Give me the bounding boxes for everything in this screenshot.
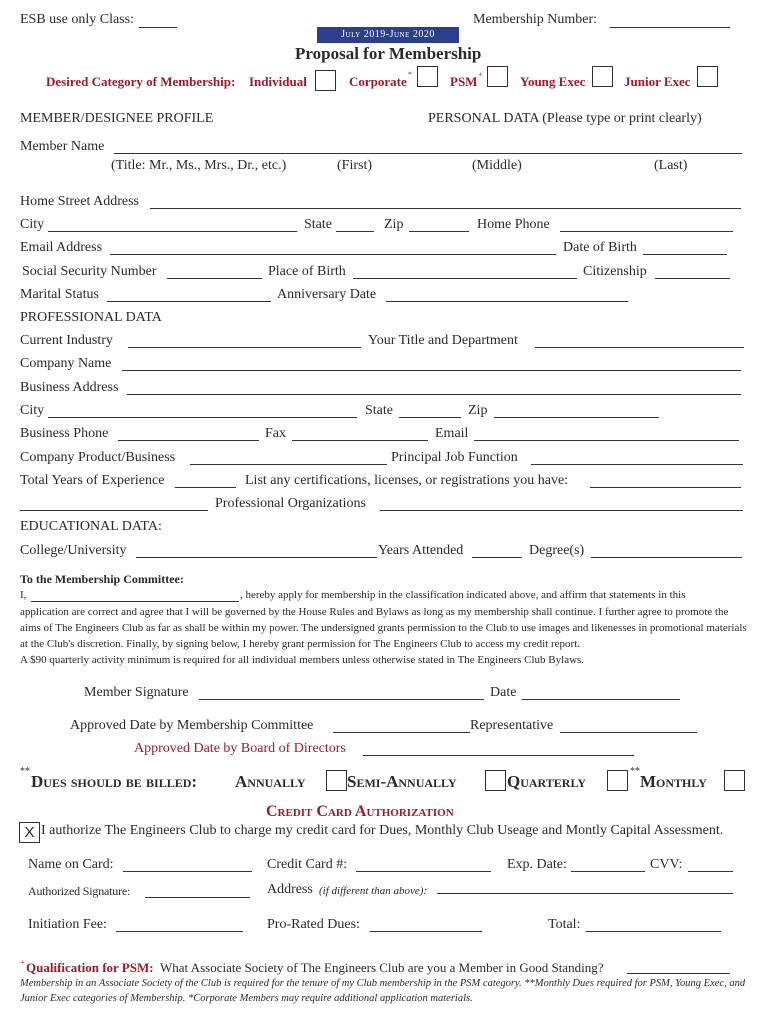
approved-board-label: Approved Date by Board of Directors (134, 741, 346, 756)
address-label: Address (267, 882, 313, 897)
years-attended-label: Years Attended (378, 543, 464, 558)
auth-signature-line[interactable] (145, 897, 250, 898)
zip-line[interactable] (409, 231, 469, 232)
authorize-statement: I authorize The Engineers Club to charge my credit card for Dues, Monthly Club Useage and Montly Capital Assessment. (41, 823, 724, 838)
corporate-asterisk: * (408, 70, 412, 79)
state-line[interactable] (336, 231, 374, 232)
membership-number-line[interactable] (610, 27, 730, 28)
current-industry-label: Current Industry (20, 333, 113, 348)
zip2-label: Zip (468, 403, 488, 418)
cvv-line[interactable] (688, 871, 733, 872)
member-signature-line[interactable] (199, 699, 484, 700)
marital-line[interactable] (107, 301, 271, 302)
pob-line[interactable] (353, 278, 577, 279)
citizenship-line[interactable] (655, 278, 730, 279)
job-function-line[interactable] (531, 464, 743, 465)
exp-date-line[interactable] (571, 871, 645, 872)
total-years-line[interactable] (175, 487, 236, 488)
name-on-card-label: Name on Card: (28, 857, 114, 872)
company-name-label: Company Name (20, 356, 112, 371)
committee-heading: To the Membership Committee: (20, 572, 184, 586)
category-label: Desired Category of Membership: (46, 74, 236, 89)
psm-question: What Associate Society of The Engineers Club are you a Member in Good Standing? (160, 960, 604, 975)
dues-semiannual-label: Semi-Annually (347, 772, 457, 791)
product-label: Company Product/Business (20, 450, 176, 465)
email2-label: Email (435, 426, 469, 441)
initiation-fee-label: Initiation Fee: (28, 917, 107, 932)
category-corporate-checkbox[interactable] (417, 66, 438, 87)
home-street-label: Home Street Address (20, 194, 139, 209)
title-dept-line[interactable] (535, 347, 744, 348)
category-corporate-label: Corporate (349, 74, 407, 89)
dues-semiannual-checkbox[interactable] (485, 770, 506, 791)
fax-line[interactable] (292, 440, 428, 441)
monthly-double-asterisk: ** (630, 766, 640, 777)
applicant-statement: , hereby apply for membership in the classification indicated above, and affirm that statements in this (240, 589, 686, 601)
anniversary-line[interactable] (386, 301, 628, 302)
middle-hint: (Middle) (472, 158, 522, 173)
psm-answer-line[interactable] (627, 973, 730, 974)
dues-monthly-checkbox[interactable] (724, 770, 745, 791)
city2-line[interactable] (48, 417, 357, 418)
city-line[interactable] (48, 231, 297, 232)
card-number-line[interactable] (356, 871, 491, 872)
psm-footer-plus: + (20, 958, 25, 967)
home-phone-line[interactable] (560, 231, 733, 232)
approved-committee-label: Approved Date by Membership Committee (70, 718, 314, 733)
representative-label: Representative (470, 718, 554, 733)
activity-minimum: A $90 quarterly activity minimum is required for all individual members unless otherwise stated in The Engineers Club Bylaws. (20, 654, 585, 666)
member-signature-label: Member Signature (84, 685, 189, 700)
esb-class-line[interactable] (139, 27, 177, 28)
prof-orgs-label: Professional Organizations (215, 496, 366, 511)
psm-plus: + (478, 70, 483, 79)
auth-signature-label: Authorized Signature: (28, 884, 131, 898)
certs-line[interactable] (590, 487, 741, 488)
category-junior-exec-label: Junior Exec (624, 74, 691, 89)
business-phone-label: Business Phone (20, 426, 109, 441)
certs-label: List any certifications, licenses, or registrations you have: (245, 473, 569, 488)
dues-quarterly-label: Quarterly (507, 772, 587, 791)
business-address-label: Business Address (20, 380, 119, 395)
category-junior-exec-checkbox[interactable] (697, 66, 718, 87)
credit-card-heading: Credit Card Authorization (266, 803, 454, 820)
address-line[interactable] (437, 893, 733, 894)
category-young-exec-label: Young Exec (520, 74, 586, 89)
footer-note: Membership in an Associate Society of the Club is required for the tenure of my Club membership in the PSM category. **Monthly Dues required for PSM, Young Exec, and Junior Exec categories of Membership. *Corporate Members may require additional application materials. (20, 978, 746, 1004)
address-hint: (if different than above): (319, 885, 428, 897)
category-psm-label: PSM (450, 74, 478, 89)
card-number-label: Credit Card #: (267, 857, 348, 872)
pob-label: Place of Birth (268, 264, 346, 279)
member-name-line[interactable] (114, 153, 742, 154)
business-phone-line[interactable] (118, 440, 259, 441)
city2-label: City (20, 403, 45, 418)
category-psm-checkbox[interactable] (487, 66, 508, 87)
name-on-card-line[interactable] (123, 871, 252, 872)
category-young-exec-checkbox[interactable] (592, 66, 613, 87)
degrees-label: Degree(s) (529, 543, 585, 558)
page-title: Proposal for Membership (295, 44, 482, 63)
authorize-checkbox[interactable]: X (19, 822, 40, 843)
dues-annually-checkbox[interactable] (326, 770, 347, 791)
zip-label: Zip (384, 217, 404, 232)
prorated-label: Pro-Rated Dues: (267, 917, 360, 932)
prof-orgs-line[interactable] (380, 510, 743, 511)
approved-committee-line[interactable] (333, 732, 470, 733)
current-industry-line[interactable] (128, 347, 361, 348)
email-line[interactable] (110, 254, 556, 255)
signature-date-label: Date (490, 685, 517, 700)
zip2-line[interactable] (494, 417, 659, 418)
total-line[interactable] (586, 931, 721, 932)
years-attended-line[interactable] (472, 557, 522, 558)
city-label: City (20, 217, 45, 232)
member-profile-heading: MEMBER/DESIGNEE PROFILE (20, 111, 214, 126)
category-individual-label: Individual (249, 74, 307, 89)
initiation-fee-line[interactable] (116, 931, 243, 932)
psm-qualification-label: Qualification for PSM: (26, 960, 154, 975)
total-label: Total: (548, 917, 581, 932)
certs-continuation-line[interactable] (20, 510, 208, 511)
email-label: Email Address (20, 240, 103, 255)
category-individual-checkbox[interactable] (315, 70, 336, 91)
exp-date-label: Exp. Date: (507, 857, 567, 872)
dues-quarterly-checkbox[interactable] (607, 770, 628, 791)
college-line[interactable] (136, 557, 377, 558)
personal-data-heading: PERSONAL DATA (Please type or print clearly) (428, 111, 702, 126)
representative-line[interactable] (560, 732, 697, 733)
state2-line[interactable] (399, 417, 461, 418)
committee-body: application are correct and agree that I will be governed by the House Rules and Bylaws as long as my membership shall continue. I further agree to promote the aims of The Engineers Club as far as shall be within my power. The undersigned grants permission to the Club to use images and likenesses in promotional materials at the Club's discretion. Finally, by signing below, I hereby grant permission for The Engineers Club to access my credit report. (20, 606, 747, 650)
anniversary-label: Anniversary Date (277, 287, 377, 302)
dues-double-asterisk: ** (20, 766, 30, 777)
member-name-label: Member Name (20, 139, 105, 154)
email2-line[interactable] (474, 440, 739, 441)
date-range-banner: July 2019-June 2020 (317, 27, 459, 43)
degrees-line[interactable] (591, 557, 742, 558)
dues-annually-label: Annually (235, 772, 306, 791)
title-hint: (Title: Mr., Ms., Mrs., Dr., etc.) (111, 158, 287, 173)
ssn-line[interactable] (167, 278, 262, 279)
product-line[interactable] (190, 464, 387, 465)
state2-label: State (365, 403, 393, 418)
dob-label: Date of Birth (563, 240, 637, 255)
total-years-label: Total Years of Experience (20, 473, 165, 488)
professional-heading: PROFESSIONAL DATA (20, 310, 162, 325)
dob-line[interactable] (643, 254, 727, 255)
signature-date-line[interactable] (522, 699, 680, 700)
applicant-prefix: I, (20, 589, 27, 601)
dues-monthly-label: Monthly (640, 772, 707, 791)
membership-number-label: Membership Number: (473, 12, 598, 27)
company-name-line[interactable] (122, 370, 741, 371)
marital-label: Marital Status (20, 287, 99, 302)
first-hint: (First) (337, 158, 372, 173)
esb-class-label: ESB use only Class: (20, 12, 134, 27)
last-hint: (Last) (654, 158, 688, 173)
approved-board-line[interactable] (363, 755, 634, 756)
job-function-label: Principal Job Function (391, 450, 518, 465)
cvv-label: CVV: (650, 857, 683, 872)
applicant-name-line[interactable] (31, 601, 239, 602)
citizenship-label: Citizenship (583, 264, 647, 279)
prorated-line[interactable] (370, 931, 482, 932)
educational-heading: EDUCATIONAL DATA: (20, 519, 162, 534)
business-address-line[interactable] (127, 394, 741, 395)
ssn-label: Social Security Number (22, 264, 157, 279)
home-phone-label: Home Phone (477, 217, 550, 232)
fax-label: Fax (265, 426, 286, 441)
state-label: State (304, 217, 332, 232)
dues-label: Dues should be billed: (31, 772, 198, 791)
college-label: College/University (20, 543, 127, 558)
home-street-line[interactable] (150, 208, 741, 209)
title-dept-label: Your Title and Department (368, 333, 518, 348)
